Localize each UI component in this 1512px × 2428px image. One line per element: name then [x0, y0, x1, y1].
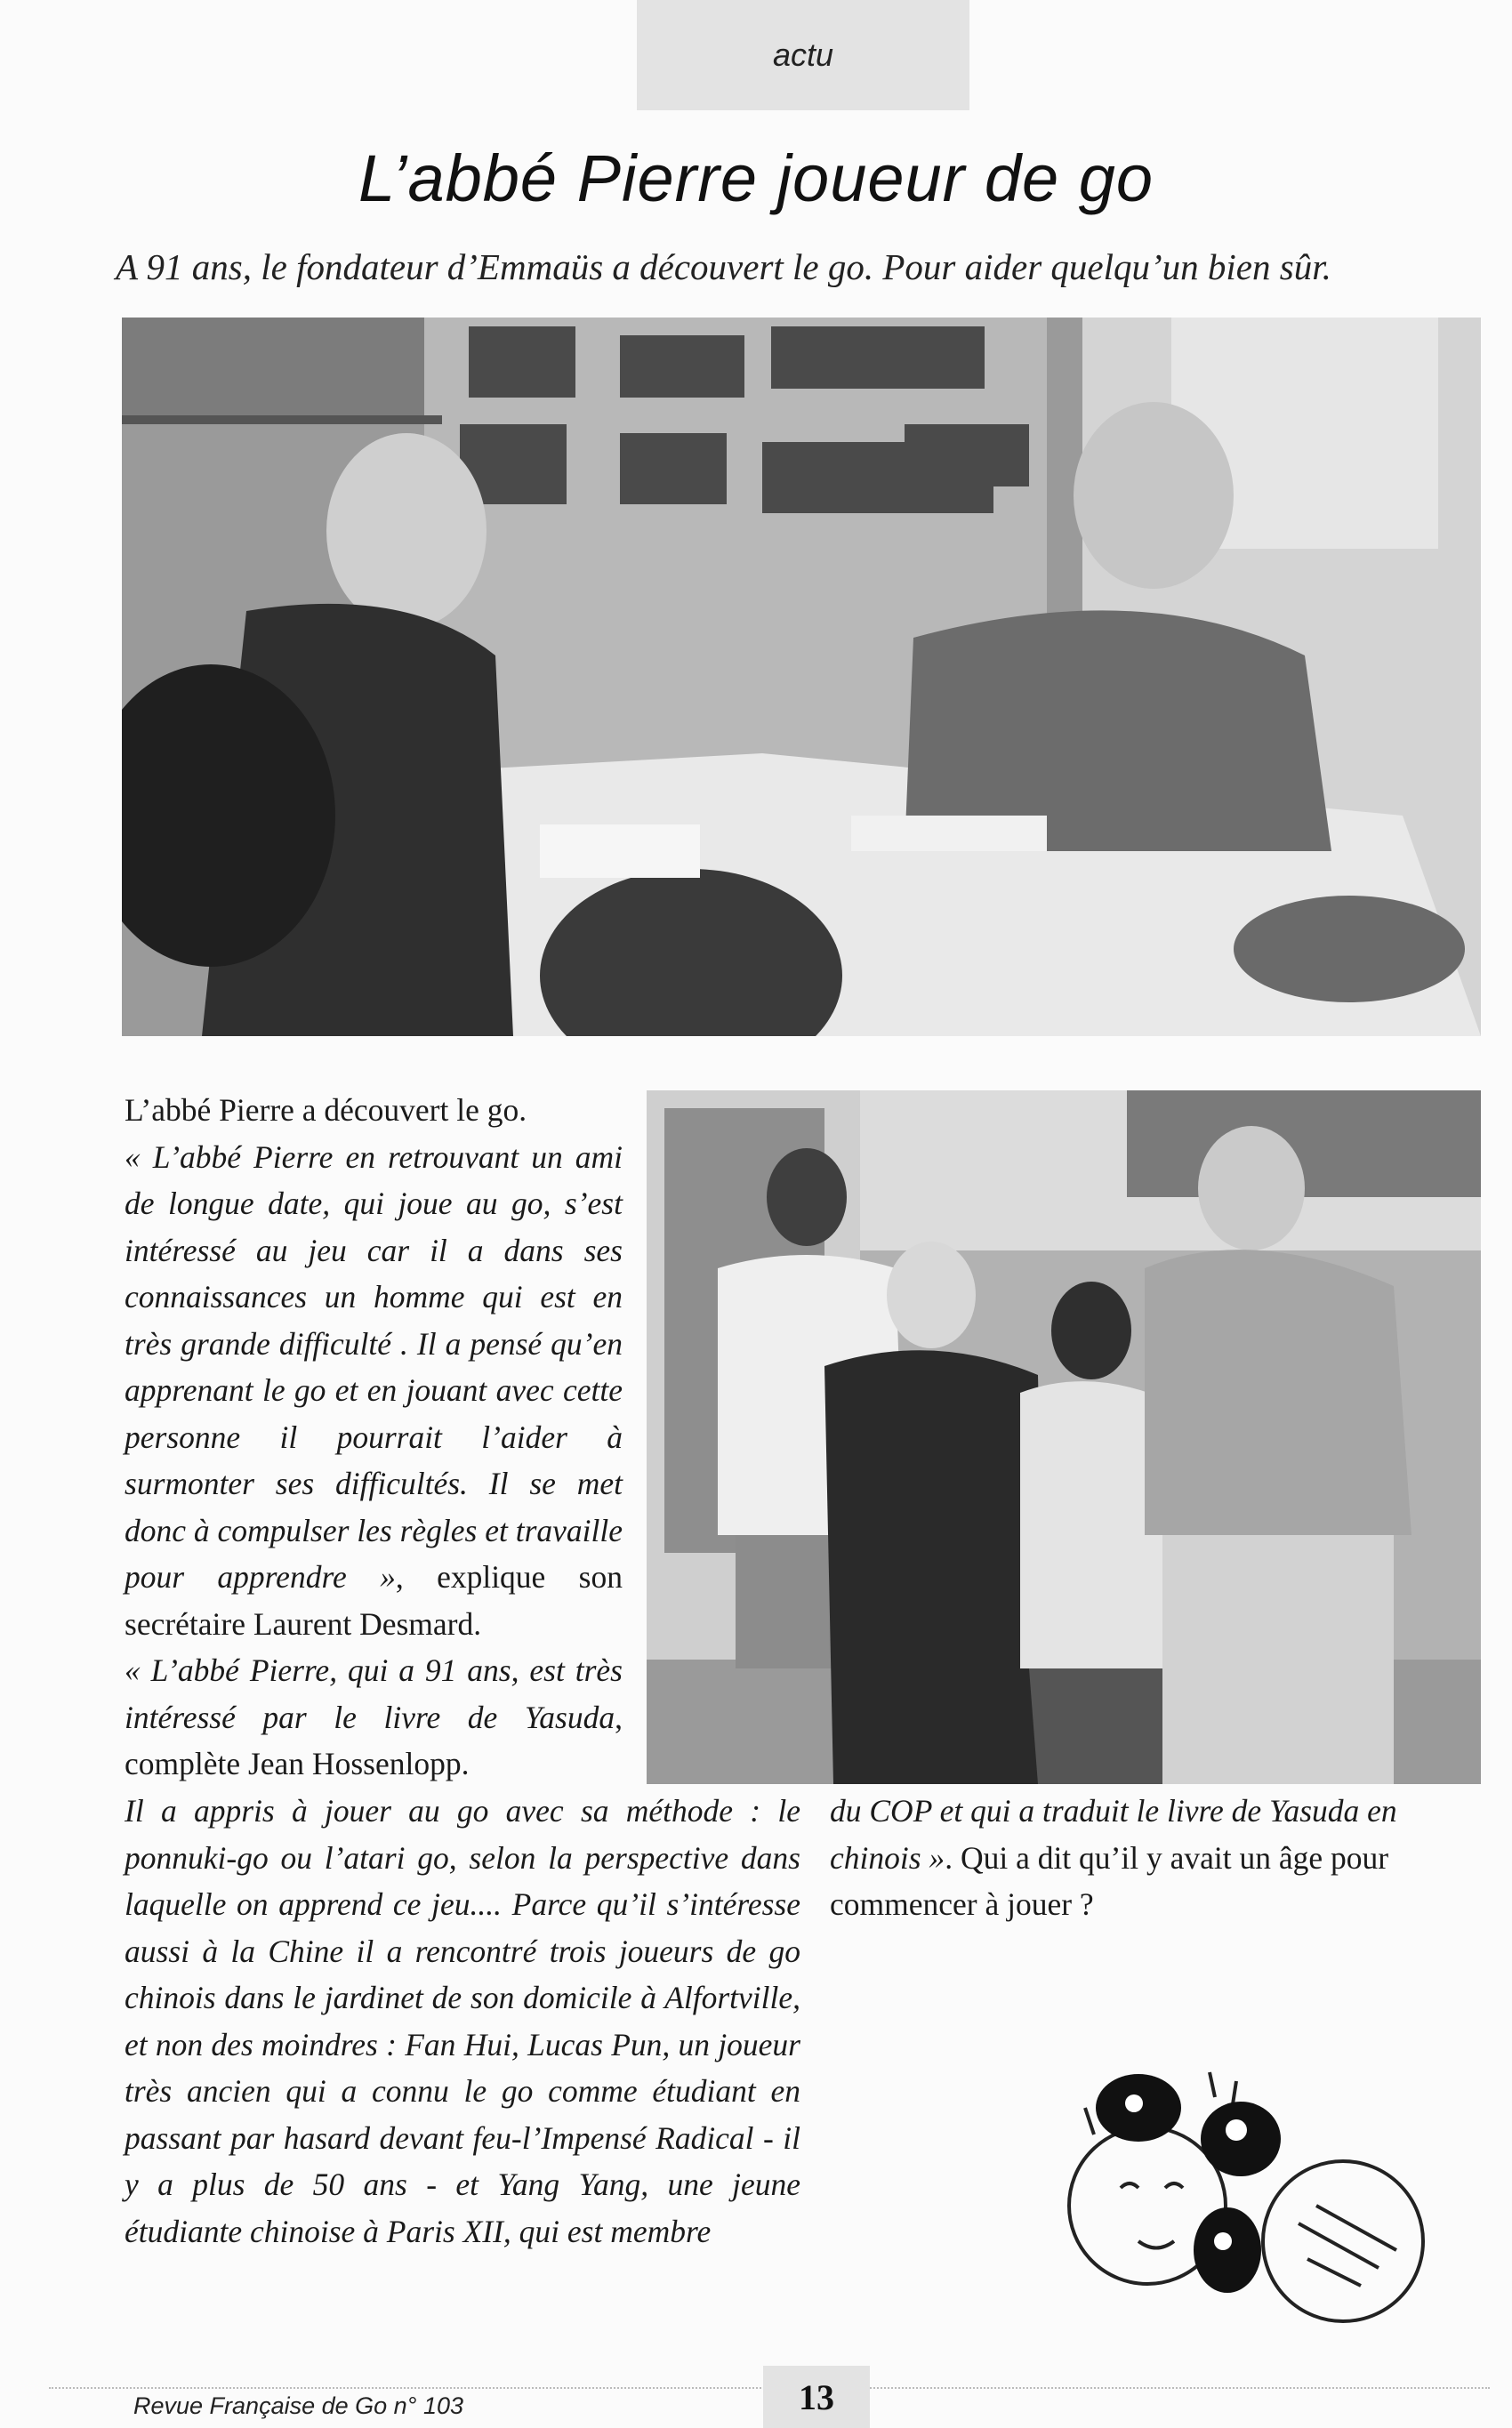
text-left-bottom: Il a appris à jouer au go avec sa méthode : le ponnuki-go ou l’atari go, selon la perspective dans laquelle on apprend ce jeu.... Parce qu’il s’intéresse aussi à la Chine il a rencontré trois joueurs de go chinois dans le jardinet de son domicile à Alfortville, et non des moindres : Fan Hui, Lucas Pun, un joueur très ancien qui a connu le go comme étudiant en passant par hasard devant feu-l’Impensé Radical - il y a plus de 50 ans - et Yang Yang, une jeune étudiante chinoise à Paris XII, qui est membre	[125, 1793, 800, 2249]
text-attribution-1: , explique son secrétaire Laurent Desmard.	[125, 1559, 623, 1642]
text-quote-1: « L’abbé Pierre en retrouvant un ami de longue date, qui joue au go, s’est intéressé au jeu car il a dans ses connaissances un homme qui est en très grande difficulté . Il a pensé qu’en apprenant le go et en jouant avec cette personne il pourrait l’aider à surmonter ses difficultés. Il se met donc à compulser les règles et travaille pour apprendre »	[125, 1138, 623, 1595]
text-intro: L’abbé Pierre a découvert le go.	[125, 1092, 527, 1128]
photo-group	[647, 1090, 1481, 1784]
text-right-plain: . Qui a dit qu’il y avait un âge pour commencer à jouer ?	[830, 1839, 1389, 1922]
footer-publication: Revue Française de Go n° 103	[133, 2392, 464, 2419]
paragraph-right	[830, 1788, 1481, 1928]
page-number: 13	[799, 2376, 834, 2417]
article-title: L’abbé Pierre joueur de go	[358, 141, 1154, 215]
paragraph-quote-2	[125, 1647, 623, 1788]
article-subtitle: A 91 ans, le fondateur d’Emmaüs a découvert le go. Pour aider quelqu’un bien sûr.	[116, 246, 1331, 287]
paragraph-quote-1	[125, 1134, 623, 1648]
section-tab	[637, 0, 969, 110]
text-right-italic: du COP et qui a traduit le livre de Yasuda en chinois »	[830, 1793, 1397, 1876]
photo-meeting	[122, 318, 1481, 1036]
paragraph-intro	[125, 1087, 623, 1134]
text-quote-2: « L’abbé Pierre, qui a 91 ans, est très intéressé par le livre de Yasuda	[125, 1652, 623, 1735]
article-column-left-top	[125, 1087, 623, 1788]
photo-meeting-drawing	[122, 318, 1481, 1036]
text-attribution-2: , complète Jean Hossenlopp.	[125, 1699, 623, 1781]
page-number-tab	[763, 2366, 870, 2428]
article-column-left-bottom	[125, 1788, 800, 2255]
section-label: actu	[772, 36, 834, 73]
go-stones-cartoon	[1050, 2054, 1459, 2348]
article-column-right	[830, 1788, 1481, 1928]
photo-group-drawing	[647, 1090, 1481, 1784]
